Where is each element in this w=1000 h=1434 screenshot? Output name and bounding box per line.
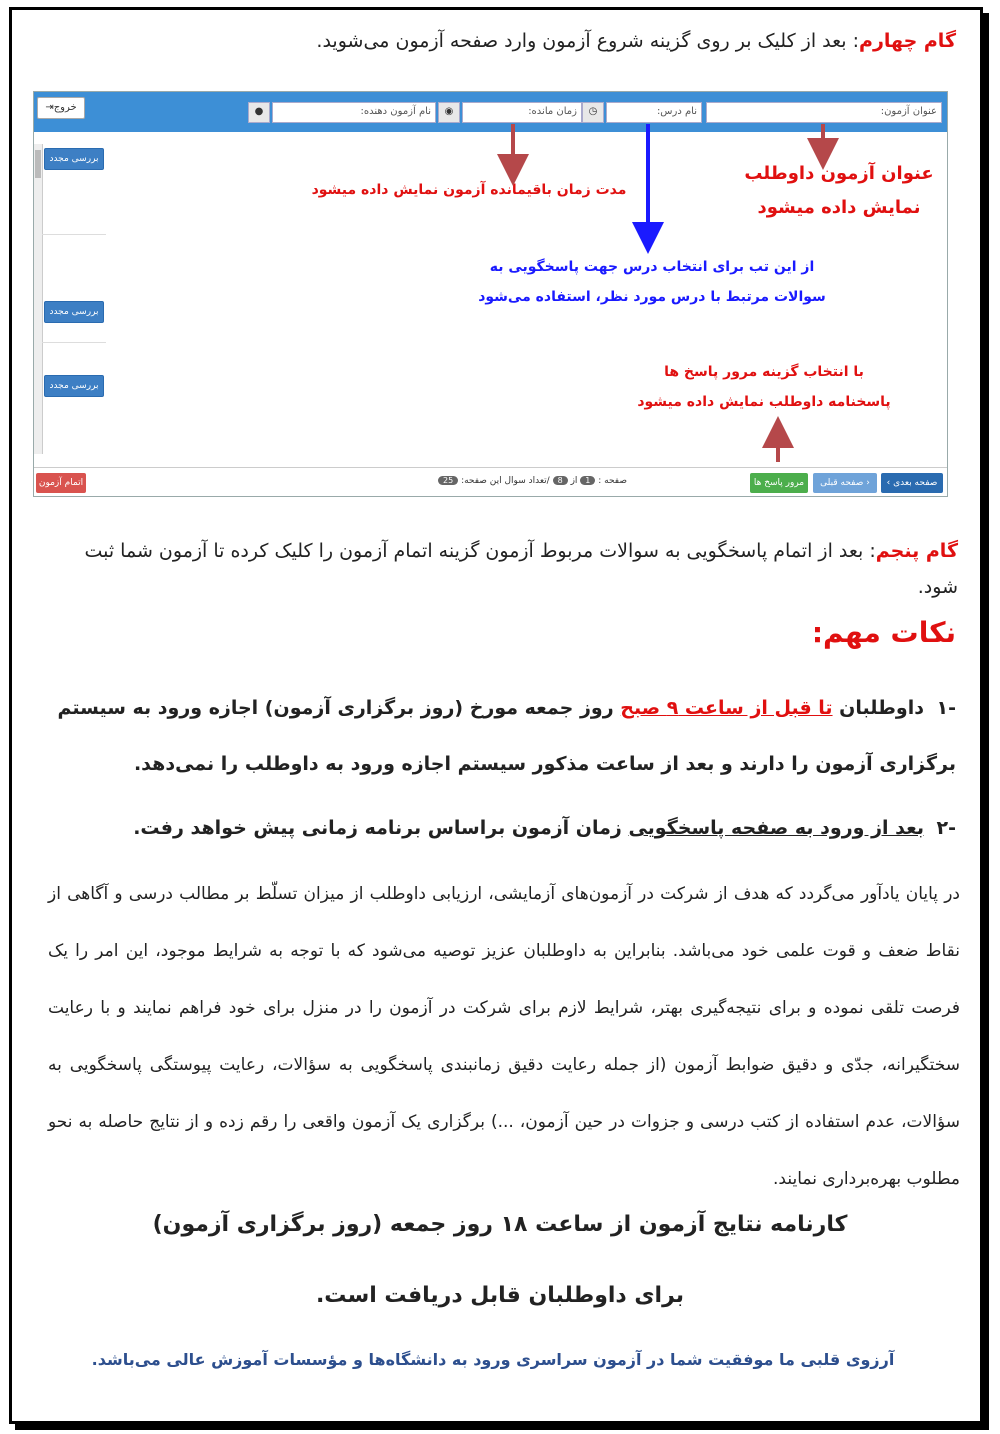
note-item-2-number: -۲ bbox=[936, 817, 956, 839]
step5-text: : بعد از اتمام پاسخگویی به سوالات مربوط آزمون گزینه اتمام آزمون را کلیک کرده تا آزمون شما ثبت شود. bbox=[84, 540, 958, 598]
question-count-text: /تعداد سوال این صفحه: bbox=[461, 476, 550, 486]
time-left-label: زمان مانده: bbox=[528, 106, 577, 117]
step5-label: گام پنجم bbox=[875, 540, 958, 562]
annotation-lesson-tab-line1: از این تب برای انتخاب درس جهت پاسخگویی به bbox=[489, 259, 815, 275]
annotation-review-line2: پاسخنامه داوطلب نمایش داده میشود bbox=[637, 394, 891, 410]
clock-icon: ◷ bbox=[582, 102, 604, 123]
step4-label: گام چهارم bbox=[859, 30, 956, 52]
user-icon: ● bbox=[248, 102, 270, 123]
prev-page-label: صفحه قبلی bbox=[820, 478, 864, 488]
chevron-right-icon: › bbox=[863, 478, 870, 488]
step4-text: : بعد از کلیک بر روی گزینه شروع آزمون وارد صفحه آزمون می‌شوید. bbox=[316, 30, 860, 52]
page-of-text: از bbox=[570, 476, 578, 486]
finish-exam-button[interactable]: اتمام آزمون bbox=[36, 473, 86, 493]
note-item-1 bbox=[56, 680, 956, 792]
lesson-name-label: نام درس: bbox=[656, 106, 697, 117]
organizer-label: نام آزمون دهنده: bbox=[360, 106, 431, 117]
exit-label: خروج bbox=[53, 102, 77, 113]
annotation-exam-title-line1: عنوان آزمون داوطلب bbox=[744, 163, 934, 184]
results-line-1: کارنامه نتایج آزمون از ساعت ۱۸ روز جمعه (روز برگزاری آزمون) bbox=[152, 1212, 848, 1237]
question-count-badge: 25 bbox=[438, 476, 458, 485]
exam-title-label: عنوان آزمون: bbox=[880, 106, 937, 117]
page-total-badge: 8 bbox=[553, 476, 568, 485]
note-item-1-number: -۱ bbox=[936, 697, 956, 719]
page-text: صفحه : bbox=[598, 476, 627, 486]
note-item-1-highlight: تا قبل از ساعت ۹ صبح bbox=[620, 697, 833, 719]
annotation-exam-title-line2: نمایش داده میشود bbox=[757, 197, 921, 218]
annotation-arrows bbox=[0, 0, 1000, 520]
closing-paragraph: در پایان یادآور می‌گردد که هدف از شرکت در آزمون‌های آزمایشی، ارزیابی داوطلب از میزان تسلّط بر مطالب درسی و آگاهی از نقاط ضعف و قوت علمی خود می‌باشد. بنابراین به داوطلبان عزیز توصیه می‌شود که با توجه به شرایط موجود، این امر را یک فرصت تلقی نموده و برای نتیجه‌گیری بهتر، شرایط لازم برای شرکت در آزمون را در منزل برای خود فراهم نمایند و با رعایت سختگیرانه، جدّی و دقیق ضوابط آزمون (از جمله رعایت دقیق زمانبندی پاسخگویی به سؤالات، رعایت پیوستگی پاسخگویی به سؤالات، عدم استفاده از کتب درسی و جزوات در حین آزمون، ...) برگزاری یک آزمون واقعی را رقم زده و از نتایج حاصله به نحو مطلوب بهره‌برداری نمایند. bbox=[48, 884, 960, 1189]
note-item-2-underlined: بعد از ورود به صفحه پاسخگویی bbox=[628, 817, 924, 839]
review-again-button[interactable]: بررسی مجدد bbox=[44, 301, 104, 323]
note-item-2-text: زمان آزمون براساس برنامه زمانی پیش خواهد رفت. bbox=[133, 817, 629, 839]
review-again-button[interactable]: بررسی مجدد bbox=[44, 375, 104, 397]
page-current-badge: 1 bbox=[580, 476, 595, 485]
closing-wish: آرزوی قلبی ما موفقیت شما در آزمون سراسری ورود به دانشگاه‌ها و مؤسسات آموزش عالی می‌باشد. bbox=[91, 1350, 895, 1369]
annotation-review-line1: با انتخاب گزینه مرور پاسخ ها bbox=[664, 364, 864, 380]
results-line-2: برای داوطلبان قابل دریافت است. bbox=[315, 1283, 685, 1308]
exit-icon: ⇥ bbox=[45, 102, 54, 113]
note-item-2 bbox=[56, 800, 956, 856]
annotation-lesson-tab-line2: سوالات مرتبط با درس مورد نظر، استفاده می‌شود bbox=[478, 289, 826, 305]
answer-review-button[interactable]: مرور پاسخ ها bbox=[750, 473, 808, 493]
annotation-time-left: مدت زمان باقیمانده آزمون نمایش داده میشود bbox=[311, 182, 627, 198]
note-item-1-text-a: داوطلبان bbox=[832, 697, 924, 719]
step5-paragraph bbox=[48, 533, 958, 605]
notes-title: نکات مهم: bbox=[811, 616, 956, 649]
chevron-left-icon: ‹ bbox=[886, 478, 894, 488]
next-page-label: صفحه بعدی bbox=[893, 478, 938, 488]
review-again-button[interactable]: بررسی مجدد bbox=[44, 148, 104, 170]
note-item-1-text-b: روز جمعه مورخ (روز برگزاری آزمون) اجازه ورود به سیستم برگزاری آزمون را دارند و بعد از ساعت مذکور سیستم اجازه ورود به داوطلب را نمی‌دهد. bbox=[57, 697, 956, 775]
eye-icon: ◉ bbox=[438, 102, 460, 123]
